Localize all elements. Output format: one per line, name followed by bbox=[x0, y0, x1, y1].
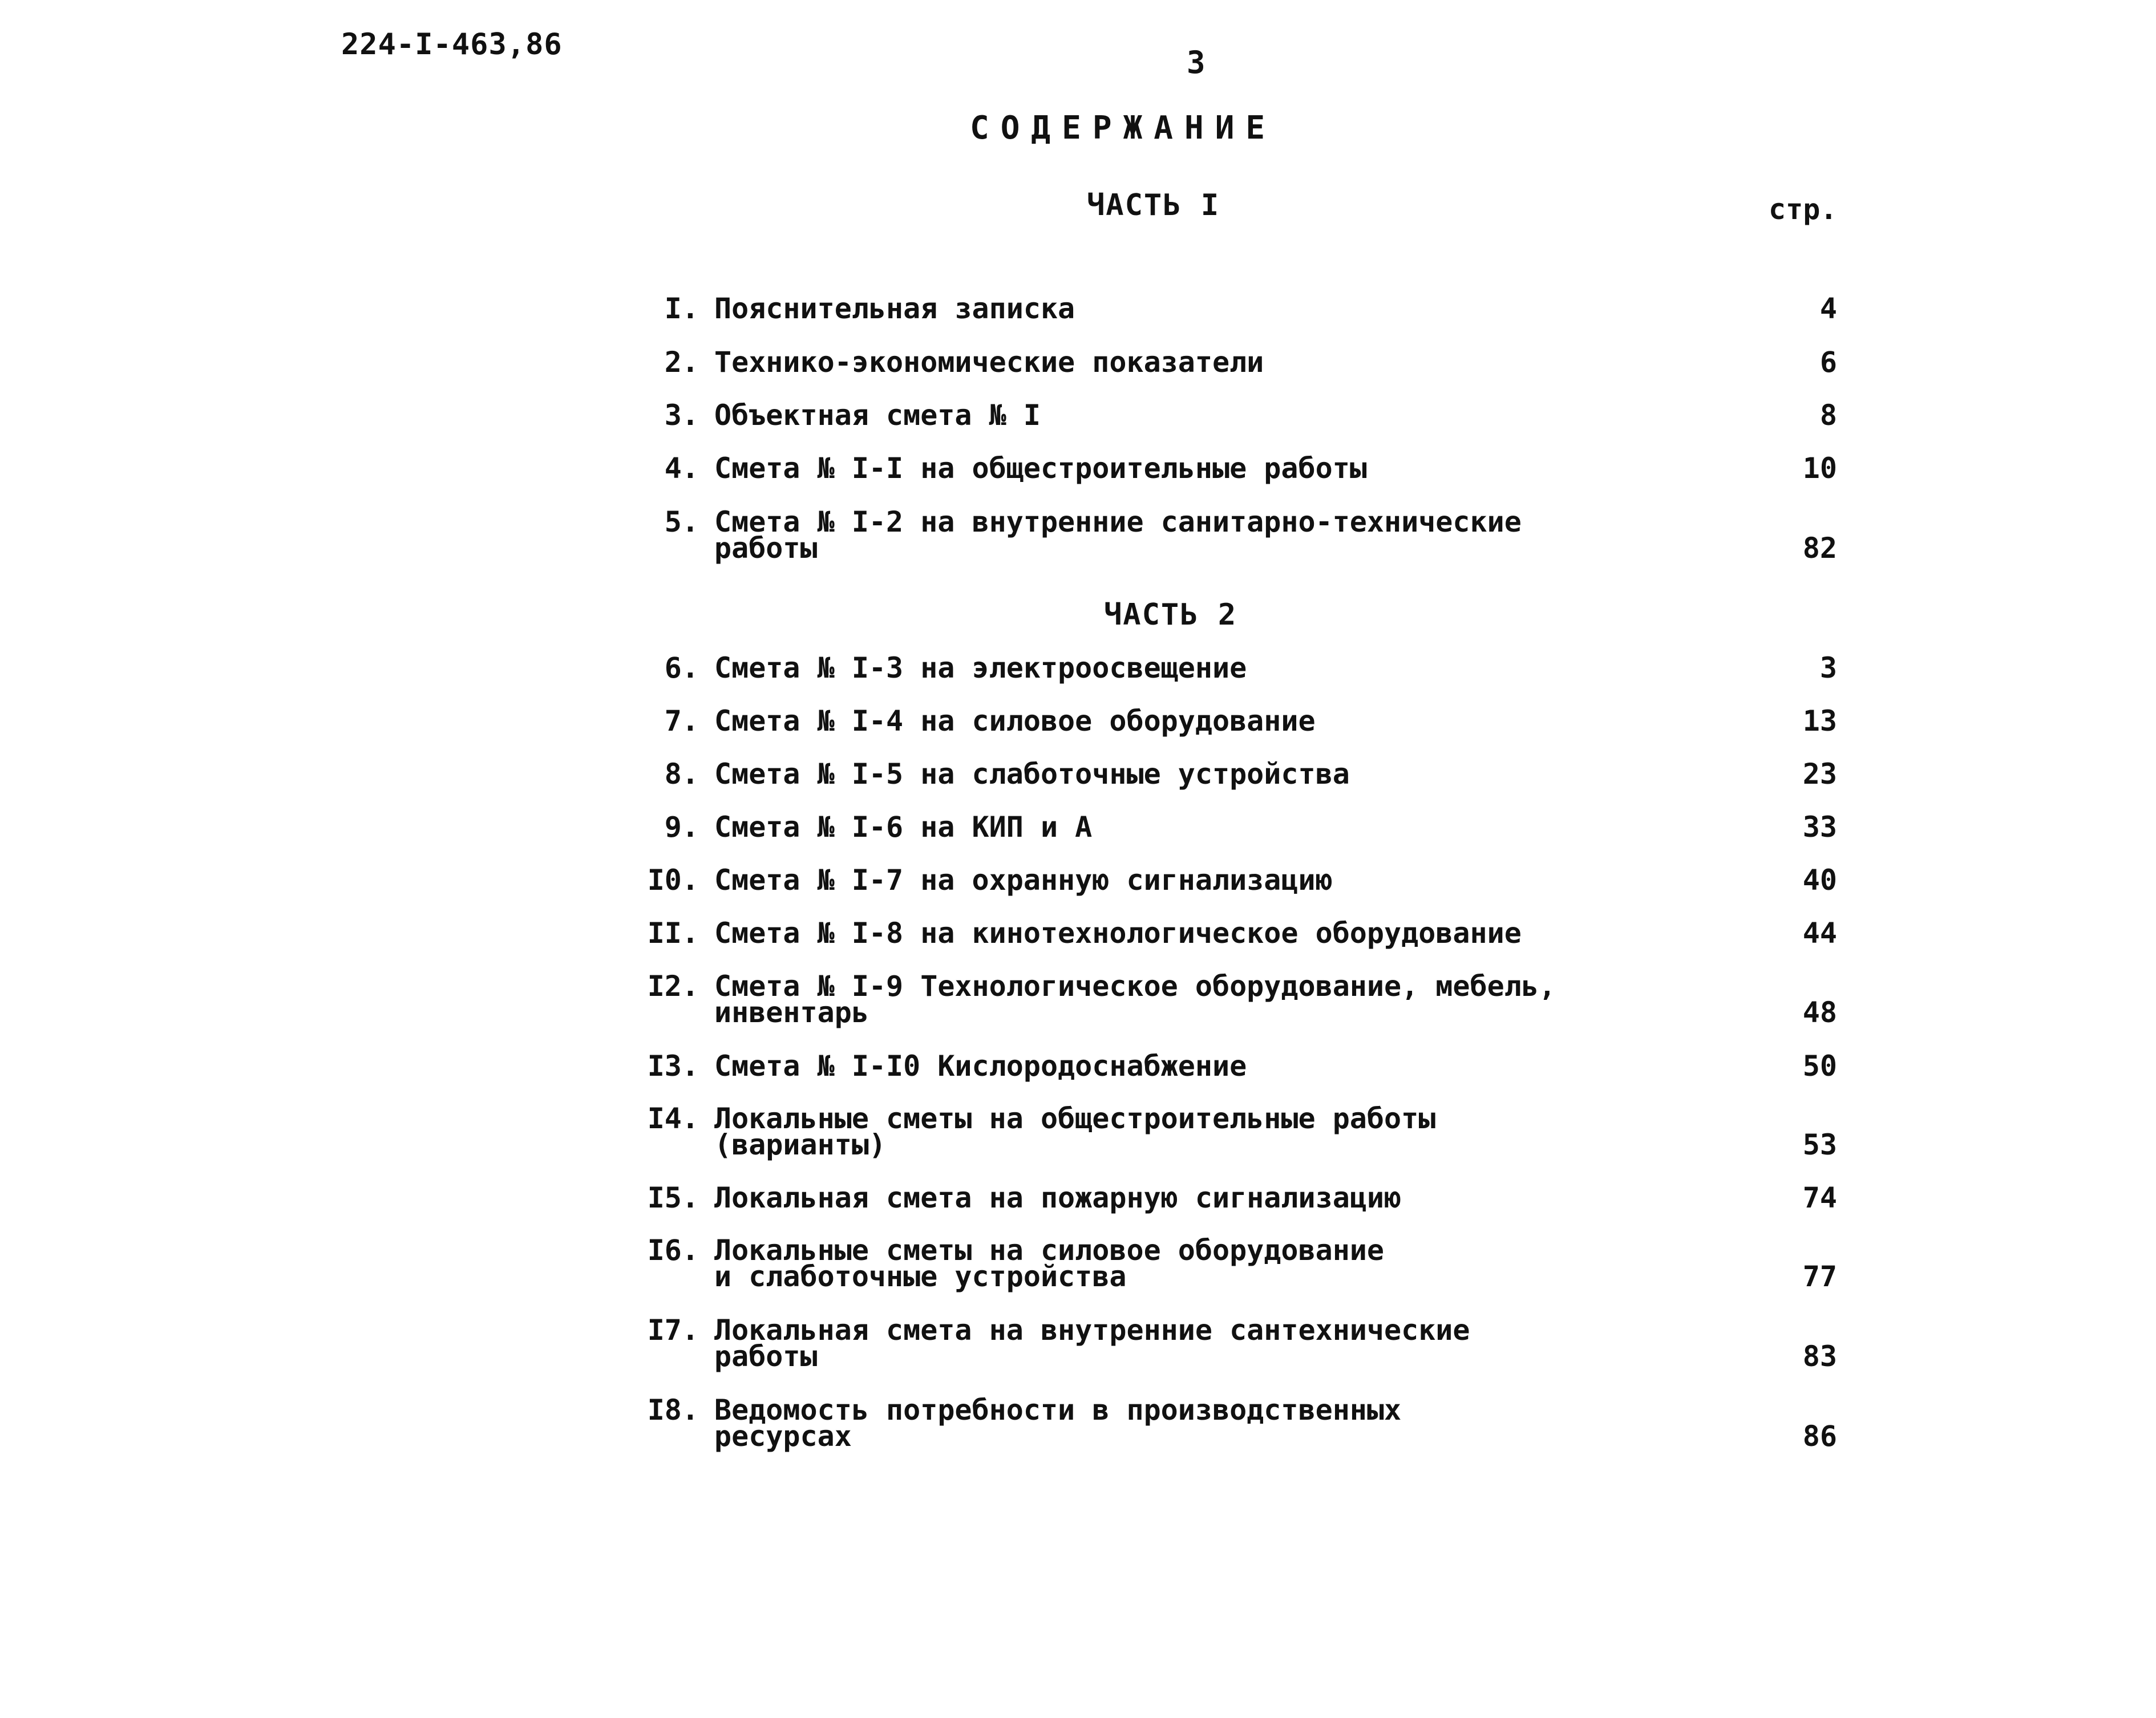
entry-page: 48 bbox=[1802, 996, 1837, 1029]
entry-number: I6. bbox=[647, 1234, 699, 1267]
entry-page: 8 bbox=[1819, 399, 1837, 432]
entry-text: Смета № I-5 на слаботочные устройства bbox=[714, 757, 1350, 791]
entry-page: 77 bbox=[1802, 1260, 1837, 1293]
entry-number: 3. bbox=[664, 399, 699, 432]
entry-text: Ведомость потребности в производственных ресурсах bbox=[714, 1393, 1402, 1453]
entry-number: 4. bbox=[664, 452, 699, 485]
entry-number: I8. bbox=[647, 1393, 699, 1427]
entry-number: I0. bbox=[647, 864, 699, 897]
entry-text: Смета № I-4 на силовое оборудование bbox=[714, 704, 1316, 738]
entry-page: 40 bbox=[1802, 864, 1837, 897]
entry-number: I5. bbox=[647, 1181, 699, 1214]
entry-number: I2. bbox=[647, 970, 699, 1003]
part-heading: ЧАСТЬ I bbox=[1087, 188, 1220, 222]
toc-title: СОДЕРЖАНИЕ bbox=[970, 110, 1277, 147]
document-code: 224-I-463,86 bbox=[341, 27, 563, 62]
entry-page: 13 bbox=[1802, 704, 1837, 738]
entry-page: 86 bbox=[1802, 1420, 1837, 1453]
part-heading: ЧАСТЬ 2 bbox=[1104, 598, 1237, 632]
entry-page: 44 bbox=[1802, 917, 1837, 950]
entry-number: 6. bbox=[664, 651, 699, 684]
entry-page: 3 bbox=[1819, 651, 1837, 684]
entry-page: 83 bbox=[1802, 1340, 1837, 1373]
entry-page: 10 bbox=[1802, 452, 1837, 485]
entry-text: Смета № I-9 Технологическое оборудование, мебель, инвентарь bbox=[714, 970, 1556, 1029]
entry-text: Локальная смета на внутренние сантехнические работы bbox=[714, 1314, 1470, 1373]
entry-number: 2. bbox=[664, 346, 699, 379]
entry-number: I. bbox=[664, 292, 699, 325]
page-number: 3 bbox=[1187, 44, 1206, 80]
entry-number: 8. bbox=[664, 757, 699, 791]
entry-page: 53 bbox=[1802, 1128, 1837, 1161]
entry-text: Смета № I-I на общестроительные работы bbox=[714, 452, 1367, 485]
entry-page: 50 bbox=[1802, 1050, 1837, 1083]
entry-text: Объектная смета № I bbox=[714, 399, 1041, 432]
entry-text: Смета № I-7 на охранную сигнализацию bbox=[714, 864, 1333, 897]
entry-text: Смета № I-3 на электроосвещение bbox=[714, 651, 1247, 684]
entry-number: 9. bbox=[664, 811, 699, 844]
entry-page: 6 bbox=[1819, 346, 1837, 379]
entry-number: II. bbox=[647, 917, 699, 950]
entry-text: Технико-экономические показатели bbox=[714, 346, 1264, 379]
entry-text: Смета № I-2 на внутренние санитарно-технические работы bbox=[714, 505, 1522, 565]
entry-text: Смета № I-I0 Кислородоснабжение bbox=[714, 1050, 1247, 1083]
entry-page: 33 bbox=[1802, 811, 1837, 844]
entry-page: 82 bbox=[1802, 532, 1837, 565]
entry-text: Смета № I-6 на КИП и А bbox=[714, 811, 1093, 844]
entry-page: 74 bbox=[1802, 1181, 1837, 1214]
entry-text: Смета № I-8 на кинотехнологическое оборудование bbox=[714, 917, 1522, 950]
entry-page: 23 bbox=[1802, 757, 1837, 791]
entry-number: I7. bbox=[647, 1314, 699, 1347]
entry-text: Локальная смета на пожарную сигнализацию bbox=[714, 1181, 1402, 1214]
page-column-label: стр. bbox=[1769, 193, 1838, 226]
entry-number: I3. bbox=[647, 1050, 699, 1083]
entry-text: Пояснительная записка bbox=[714, 292, 1075, 325]
entry-text: Локальные сметы на общестроительные работы (варианты) bbox=[714, 1102, 1436, 1161]
entry-text: Локальные сметы на силовое оборудование и слаботочные устройства bbox=[714, 1234, 1384, 1293]
entry-number: I4. bbox=[647, 1102, 699, 1135]
entry-number: 5. bbox=[664, 505, 699, 538]
entry-number: 7. bbox=[664, 704, 699, 738]
entry-page: 4 bbox=[1819, 292, 1837, 325]
